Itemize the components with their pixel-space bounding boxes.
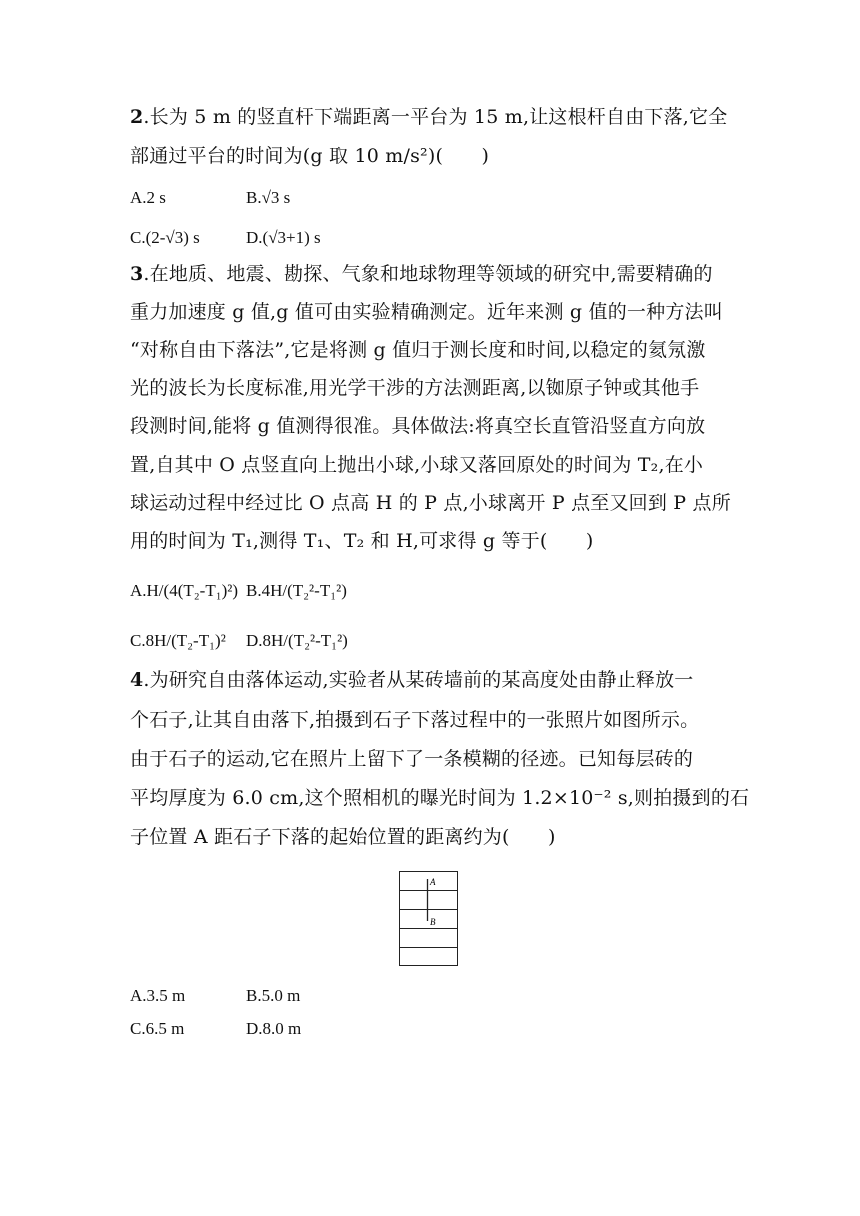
q2-option-d: D.(√3+1) s — [246, 228, 321, 247]
q2-option-b: B.√3 s — [246, 188, 291, 207]
q4-option-a: A.3.5 m — [130, 986, 186, 1005]
point-b-label: B — [430, 917, 436, 927]
q3-line-8: 用的时间为 T₁,测得 T₁、T₂ 和 H,可求得 g 等于( ) — [130, 530, 594, 552]
q2-line-2: 部通过平台的时间为(g 取 10 m/s²)( ) — [130, 145, 490, 167]
q2-option-c: C.(2-√3) s — [130, 228, 200, 247]
q3-line-4: 光的波长为长度标准,用光学干涉的方法测距离,以铷原子钟或其他手 — [130, 377, 700, 399]
q4-line-5: 子位置 A 距石子下落的起始位置的距离约为( ) — [130, 826, 556, 848]
q3-line-1: 3.在地质、地震、勘探、气象和地球物理等领域的研究中,需要精确的 — [130, 263, 713, 285]
q3-option-a: A.H/(4(T₂-T₁)²) — [130, 581, 239, 600]
q4-line-1: 4.为研究自由落体运动,实验者从某砖墙前的某高度处由静止释放一 — [130, 669, 694, 691]
q4-line-3: 由于石子的运动,它在照片上留下了一条模糊的径迹。已知每层砖的 — [130, 748, 694, 770]
q3-line-2: 重力加速度 g 值,g 值可由实验精确测定。近年来测 g 值的一种方法叫 — [130, 301, 723, 323]
q3-option-b: B.4H/(T₂²-T₁²) — [246, 581, 347, 600]
q4-option-d: D.8.0 m — [246, 1019, 302, 1038]
q3-option-c: C.8H/(T₂-T₁)² — [130, 631, 226, 650]
q2-line-1: 2.长为 5 m 的竖直杆下端距离一平台为 15 m,让这根杆自由下落,它全 — [130, 106, 728, 128]
q3-line-3: “对称自由下落法”,它是将测 g 值归于测长度和时间,以稳定的氦氖激 — [130, 339, 706, 361]
q3-line-6: 置,自其中 O 点竖直向上抛出小球,小球又落回原处的时间为 T₂,在小 — [130, 454, 704, 476]
wall-outline — [400, 872, 458, 966]
q4-line-4: 平均厚度为 6.0 cm,这个照相机的曝光时间为 1.2×10⁻² s,则拍摄到的石 — [130, 787, 750, 809]
q4-option-b: B.5.0 m — [246, 986, 301, 1005]
brick-wall-figure — [399, 871, 458, 966]
q3-line-7: 球运动过程中经过比 O 点高 H 的 P 点,小球离开 P 点至又回到 P 点所 — [130, 492, 731, 514]
q2-option-a: A.2 s — [130, 188, 166, 207]
q3-option-d: D.8H/(T₂²-T₁²) — [246, 631, 348, 650]
q3-line-5: 段测时间,能将 g 值测得很准。具体做法:将真空长直管沿竖直方向放 — [130, 415, 706, 437]
point-a-label: A — [430, 877, 436, 887]
q4-option-c: C.6.5 m — [130, 1019, 185, 1038]
q4-line-2: 个石子,让其自由落下,拍摄到石子下落过程中的一张照片如图所示。 — [130, 709, 700, 731]
